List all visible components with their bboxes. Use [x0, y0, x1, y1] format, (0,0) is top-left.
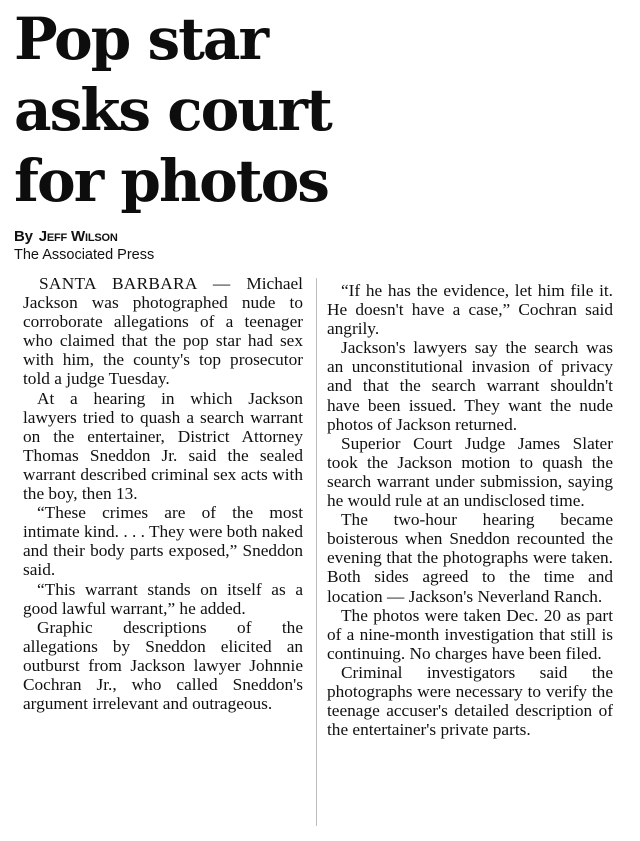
article-paragraph: At a hearing in which Jackson lawyers tried to quash a search warrant on the entertainer, District Attorney Thomas Sneddon Jr. said the sealed warrant described criminal sex acts with the boy, then 13.	[23, 388, 303, 504]
dateline: SANTA BARBARA —	[39, 274, 231, 293]
byline-agency: The Associated Press	[14, 247, 155, 263]
article-paragraph: “If he has the evidence, let him file it. He doesn't have a case,” Cochran said angrily.	[327, 281, 613, 339]
byline	[14, 228, 118, 245]
article-column-2	[327, 281, 613, 739]
article-paragraph: “These crimes are of the most intimate kind. . . . They were both naked and their body parts exposed,” Sneddon said.	[23, 503, 303, 580]
article-paragraph: Criminal investigators said the photographs were necessary to verify the teenage accuser's detailed description of the entertainer's private parts.	[327, 662, 613, 740]
lead-paragraph-text: Michael Jackson was photographed nude to corroborate allegations of a teenager who claimed that the pop star had sex with him, the county's top prosecutor told a judge Tuesday.	[23, 274, 303, 389]
byline-by: By	[14, 228, 33, 245]
column-divider	[316, 278, 317, 826]
headline-line-2: asks court	[14, 76, 331, 144]
article-paragraph	[23, 274, 303, 389]
article-paragraph: Jackson's lawyers say the search was an unconstitutional invasion of privacy and that the search warrant shouldn't have been issued. They want the nude photos of Jackson returned.	[327, 338, 613, 434]
article-paragraph: “This warrant stands on itself as a good lawful warrant,” he added.	[23, 579, 303, 618]
headline-line-3: for photos	[14, 147, 328, 215]
article-paragraph: The photos were taken Dec. 20 as part of a nine-month investigation that still is continuing. No charges have been filed.	[327, 605, 613, 663]
headline-line-1: Pop star	[14, 5, 268, 73]
article-paragraph: Superior Court Judge James Slater took the Jackson motion to quash the search warrant under submission, saying he would rule at an undisclosed time.	[327, 433, 613, 511]
headline	[14, 4, 331, 217]
byline-author: Jeff Wilson	[38, 228, 118, 245]
article-paragraph: The two-hour hearing became boisterous when Sneddon recounted the evening that the photographs were taken. Both sides agreed to the time and location — Jackson's Neverland Ranch.	[327, 510, 613, 606]
article-paragraph: Graphic descriptions of the allegations by Sneddon elicited an outburst from Jackson lawyer Johnnie Cochran Jr., who called Sneddon's argument irrelevant and outrageous.	[23, 617, 303, 714]
article-column-1	[23, 274, 303, 713]
